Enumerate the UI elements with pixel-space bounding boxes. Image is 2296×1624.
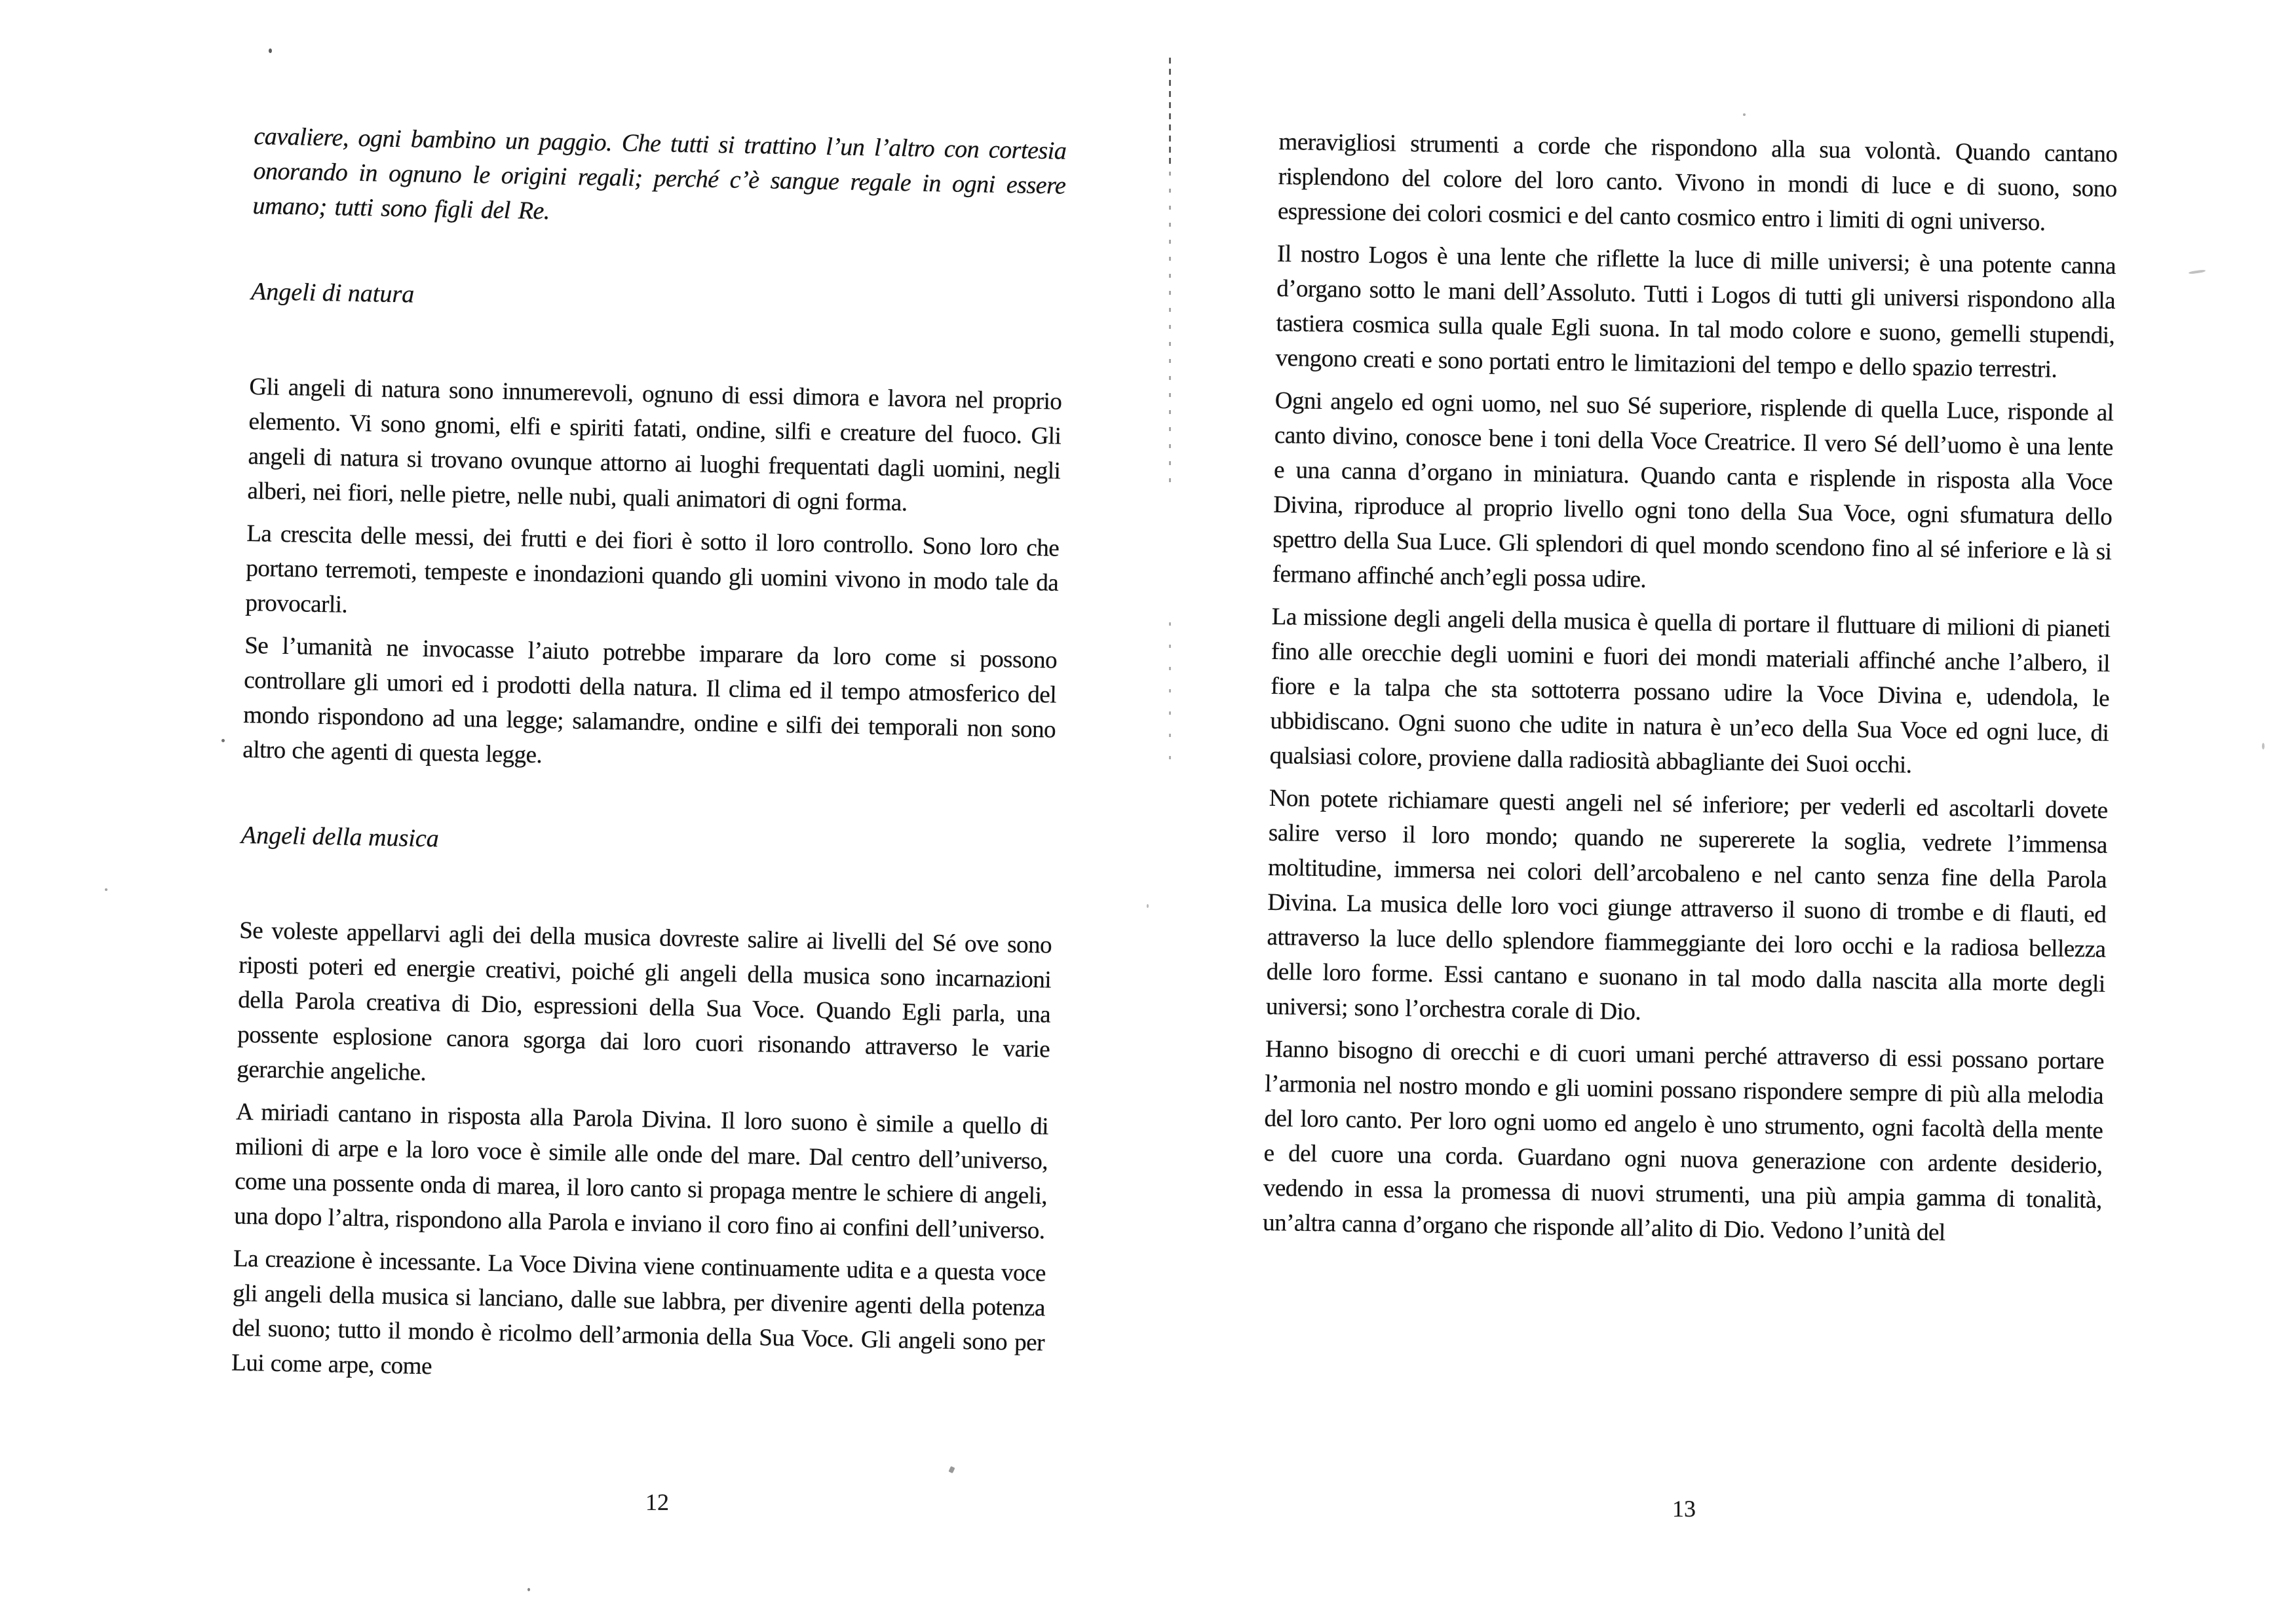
paragraph: Se l’umanità ne invocasse l’aiuto potrebbe imparare da loro come si possono controllare gli umori ed i prodotti della natura. Il clima ed il tempo atmosferico del mondo rispondono ad una legge; salamandre, ondine e silfi dei temporali non sono altro che agenti di questa legge.: [242, 632, 1058, 769]
paragraph: Ogni angelo ed ogni uomo, nel suo Sé superiore, risplende di quella Luce, risponde al canto divino, conosce bene i toni della Voce Creatrice. Il vero Sé dell’uomo è una lente e una canna d’organo in miniatura. Quando canta e risplende in risposta alla Voce Divina, riproduce al proprio livello ogni tono della Sua Voce, ogni sfumatura dello spettro della Sua Luce. Gli splendori di quel mondo scendono fino al sé inferiore e là si fermano affinché anch’egli possa udire.: [1272, 387, 2114, 594]
paragraph: meravigliosi strumenti a corde che rispondono alla sua volontà. Quando cantano risplendono del colore del loro canto. Vivono in mondi di luce e di suono, sono espressione dei colori cosmici e del canto cosmico entro i limiti di ogni universo.: [1277, 128, 2118, 236]
paragraph: La creazione è incessante. La Voce Divina viene continuamente udita e a questa voce gli angeli della musica si lanciano, dalle sue labbra, per divenire agenti della potenza del suono; tutto il mondo è ricolmo dell’armonia della Sua Voce. Gli angeli sono per Lui come arpe, come: [231, 1245, 1046, 1380]
scan-speck: [948, 1466, 955, 1473]
scan-speck: [2262, 743, 2265, 749]
paragraph: Gli angeli di natura sono innumerevoli, ognuno di essi dimora e lavora nel proprio elemento. Vi sono gnomi, elfi e spiriti fatati, ondine, silfi e creature del fuoco. Gli angeli di natura si trovano ovunque attorno ai luoghi frequentati dagli uomini, negli alberi, nei fiori, nelle pietre, nelle nubi, quali animatori di ogni forma.: [247, 373, 1062, 517]
left-page: [231, 119, 1067, 1403]
paragraph: Non potete richiamare questi angeli nel sé inferiore; per vederli ed ascoltarli dovete salire verso il loro mondo; quando ne supererete la soglia, vedrete l’immensa moltitudine, immersa nei colori dell’arcobaleno e nel canto senza fine della Parola Divina. La musica delle loro voci giunge attraverso il suono di trombe e di flauti, ed attraverso la luce dello splendore fiammeggiante dei loro occhi e la radiosa bellezza delle loro forme. Essi cantano e suonano in tal modo dalla nascita alla morte degli universi; sono l’orchestra corale di Dio.: [1265, 784, 2108, 1026]
paragraph: Se voleste appellarvi agli dei della musica dovreste salire ai livelli del Sé ove sono riposti poteri ed energie creativi, poiché gli angeli della musica sono incarnazioni della Parola creativa di Dio, espressioni della Sua Voce. Quando Egli parla, una possente esplosione canora sgorga dai loro cuori risonando attraverso le varie gerarchie angeliche.: [237, 916, 1052, 1087]
page-number-left: 12: [645, 1489, 669, 1515]
paragraph: La missione degli angeli della musica è quella di portare il fluttuare di milioni di pianeti fino alle orecchie degli uomini e fuori dei mondi materiali affinché anche l’albero, il fiore e la talpa che sta sottoterra possano udire la Voce Divina e, udendola, le ubbidiscano. Ogni suono che udite in natura è un’eco della Sua Voce ed ogni luce, di qualsiasi colore, proviene dalla radiosità abbagliante dei Suoi occhi.: [1269, 603, 2111, 779]
scan-speck: [105, 888, 107, 891]
right-page: [1263, 124, 2118, 1260]
scan-speck: [527, 1588, 530, 1591]
scan-speck: [1743, 113, 1746, 116]
paragraph: La crescita delle messi, dei frutti e dei fiori è sotto il loro controllo. Sono loro che portano terremoti, tempeste e inondazioni quando gli uomini vivono in modo tale da provocarli.: [245, 519, 1060, 618]
page-number-right: 13: [1672, 1496, 1696, 1522]
page-fold-line: [1169, 172, 1171, 486]
section-heading-angeli-di-natura: Angeli di natura: [250, 277, 415, 309]
page-fold-line: [1169, 58, 1171, 166]
paragraph: Hanno bisogno di orecchi e di cuori umani perché attraverso di essi possano portare l’armonia nel nostro mondo e gli uomini possano rispondere sempre di più alla melodia del loro canto. Per loro ogni uomo ed angelo è uno strumento, ogni facoltà della mente e del cuore una corda. Guardano ogni nuova generazione con ardente desiderio, vedendo in essa la promessa di nuovi strumenti, una più ampia gamma di tonalità, un’altra canna d’organo che risponde all’alito di Dio. Vedono l’unità del: [1262, 1035, 2105, 1247]
paragraph: A miriadi cantano in risposta alla Parola Divina. Il loro suono è simile a quello di milioni di arpe e la loro voce è simile alle onde del mare. Dal centro dell’universo, come una possente onda di marea, il loro canto si propaga mentre le schiere di angeli, una dopo l’altra, rispondono alla Parola e inviano il coro fino ai confini dell’universo.: [233, 1098, 1049, 1245]
section-heading-angeli-della-musica: Angeli della musica: [240, 821, 440, 853]
page-fold-line: [1169, 622, 1171, 770]
scan-speck: [221, 739, 225, 742]
paragraph: Il nostro Logos è una lente che riflette la luce di mille universi; è una potente canna d’organo sotto le mani dell’Assoluto. Tutti i Logos di tutti gli universi rispondono alla tastiera cosmica sulla quale Egli suona. In tal modo colore e suono, gemelli stupendi, vengono creati e sono portati entro le limitazioni del tempo e dello spazio terrestri.: [1275, 240, 2116, 383]
scan-speck: [1147, 904, 1149, 908]
scan-speck: [269, 48, 272, 53]
intro-quote-paragraph: cavaliere, ogni bambino un paggio. Che tutti si trattino l’un l’altro con cortesia onorando in ognuno le origini regali; perché c’è sangue regale in ogni essere umano; tutti sono figli del Re.: [252, 122, 1067, 225]
scan-speck: [2189, 269, 2206, 274]
